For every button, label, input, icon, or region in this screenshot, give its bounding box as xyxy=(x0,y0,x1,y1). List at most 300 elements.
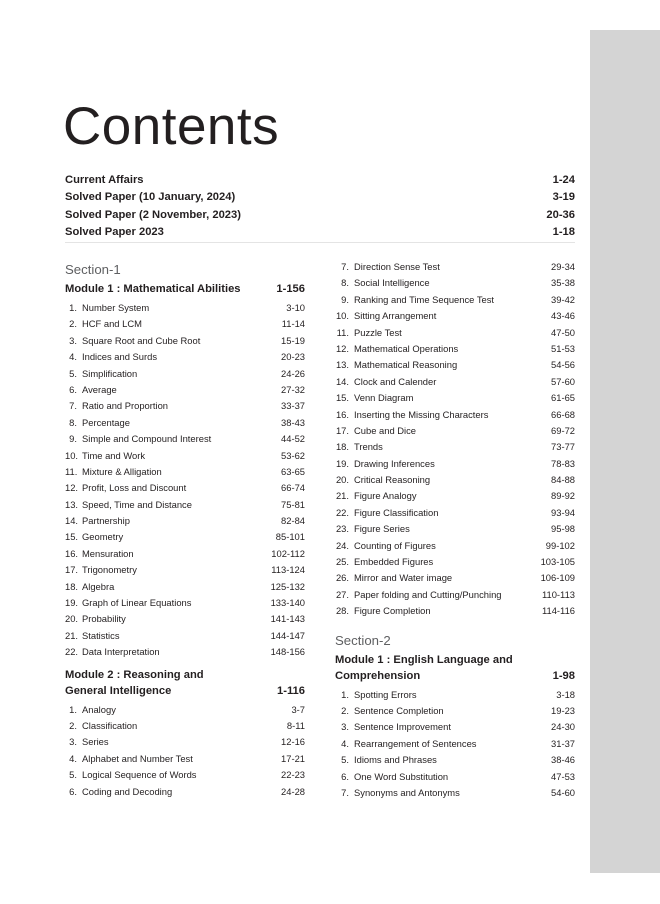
toc-item[interactable] xyxy=(335,407,575,423)
toc-item[interactable] xyxy=(65,751,305,767)
toc-item-number: 23. xyxy=(335,523,349,535)
toc-item-title xyxy=(335,538,436,554)
toc-item-number: 8. xyxy=(69,416,77,428)
toc-item-label: Coding and Decoding xyxy=(82,785,173,797)
toc-item-number: 24. xyxy=(335,539,349,551)
toc-item-label: Analogy xyxy=(82,703,116,715)
toc-item-title xyxy=(65,464,162,480)
divider xyxy=(65,242,575,243)
toc-item-label: HCF and LCM xyxy=(82,318,142,330)
toc-item-number: 22. xyxy=(335,506,349,518)
toc-item-pages: 35-38 xyxy=(551,277,575,289)
toc-item[interactable] xyxy=(335,488,575,504)
toc-item-number: 5. xyxy=(69,367,77,379)
toc-item[interactable] xyxy=(65,611,305,627)
toc-item[interactable] xyxy=(335,769,575,785)
toc-item-number: 7. xyxy=(341,261,349,272)
toc-item-label: Venn Diagram xyxy=(354,392,414,404)
toc-item-title xyxy=(335,687,417,703)
toc-item-number: 20. xyxy=(65,613,79,625)
toc-item[interactable] xyxy=(65,398,305,414)
toc-item[interactable] xyxy=(335,538,575,554)
right-column xyxy=(335,259,575,801)
toc-item[interactable] xyxy=(65,464,305,480)
toc-item-number: 14. xyxy=(65,515,79,527)
reasoning-topic-list xyxy=(65,702,305,800)
toc-item-label: Speed, Time and Distance xyxy=(82,498,192,510)
toc-item-title xyxy=(335,357,457,373)
toc-item[interactable] xyxy=(335,275,575,291)
toc-item-title xyxy=(335,719,451,735)
toc-item-number: 15. xyxy=(335,392,349,404)
section-2-heading: Section-2 xyxy=(335,632,391,648)
toc-item[interactable] xyxy=(65,333,305,349)
toc-item[interactable] xyxy=(65,448,305,464)
toc-item-pages: 114-116 xyxy=(541,605,575,617)
toc-item[interactable] xyxy=(335,292,575,308)
toc-item[interactable] xyxy=(335,259,575,275)
toc-item-title xyxy=(335,292,494,308)
toc-item-number: 19. xyxy=(335,457,349,469)
toc-item-title xyxy=(65,718,137,734)
toc-item-label: Figure Classification xyxy=(354,506,439,518)
toc-item-number: 9. xyxy=(69,433,77,445)
toc-item-label: Direction Sense Test xyxy=(354,261,440,272)
toc-item-number: 12. xyxy=(335,342,349,354)
toc-item-label: Synonyms and Antonyms xyxy=(354,786,460,798)
top-entry-label: Solved Paper 2023 xyxy=(65,225,164,238)
toc-item-number: 4. xyxy=(69,752,77,764)
toc-item-pages: 61-65 xyxy=(551,392,575,404)
toc-item[interactable] xyxy=(335,325,575,341)
toc-item-title xyxy=(65,628,120,644)
toc-item-title xyxy=(65,431,211,447)
toc-item-label: Simple and Compound Interest xyxy=(82,433,212,445)
toc-item[interactable] xyxy=(335,472,575,488)
toc-item[interactable] xyxy=(65,349,305,365)
reasoning-topic-list-continued xyxy=(335,259,575,620)
toc-item-pages: 31-37 xyxy=(551,737,575,749)
toc-item-title xyxy=(335,521,410,537)
toc-item-number: 5. xyxy=(69,769,77,781)
toc-item-title xyxy=(335,785,460,801)
toc-item-title xyxy=(335,259,440,275)
top-entry-pages: 1-24 xyxy=(552,174,575,186)
toc-item-number: 8. xyxy=(341,277,349,289)
top-entry-pages: 20-36 xyxy=(546,208,575,221)
toc-item-title xyxy=(65,702,116,718)
toc-item-pages: 57-60 xyxy=(551,375,575,387)
toc-item-title xyxy=(335,603,431,619)
toc-item-title xyxy=(335,407,488,423)
toc-item-pages: 66-68 xyxy=(551,408,575,420)
toc-item-number: 2. xyxy=(341,704,349,716)
toc-item-title xyxy=(335,325,402,341)
toc-item-pages: 11-14 xyxy=(281,318,305,330)
toc-item-label: Clock and Calender xyxy=(354,375,437,387)
toc-item-pages: 66-74 xyxy=(281,482,305,494)
section-1-heading: Section-1 xyxy=(65,262,121,277)
page-title: Contents xyxy=(63,97,280,156)
toc-item-label: Partnership xyxy=(82,515,130,527)
toc-item[interactable] xyxy=(65,366,305,382)
toc-item-title xyxy=(65,784,172,800)
toc-item-title xyxy=(335,505,438,521)
toc-item-title xyxy=(65,300,149,316)
toc-item-pages: 47-53 xyxy=(551,770,575,782)
toc-item[interactable] xyxy=(335,603,575,619)
module-title: Module 1 : Mathematical Abilities xyxy=(65,283,241,295)
toc-item-label: Puzzle Test xyxy=(354,326,402,338)
toc-item-pages: 85-101 xyxy=(275,531,305,543)
toc-item-pages: 38-46 xyxy=(551,754,575,766)
toc-item-pages: 95-98 xyxy=(551,523,575,535)
module-title-line: Module 2 : Reasoning and xyxy=(65,668,204,681)
toc-item-pages: 73-77 xyxy=(551,441,575,453)
top-entry[interactable] xyxy=(65,207,575,224)
toc-item-label: Mixture & Alligation xyxy=(82,465,162,477)
toc-item[interactable] xyxy=(65,316,305,332)
toc-item-number: 11. xyxy=(65,465,78,477)
toc-item-pages: 84-88 xyxy=(551,474,575,486)
toc-item-label: Cube and Dice xyxy=(354,424,417,436)
toc-item-pages: 75-81 xyxy=(281,498,305,510)
toc-item-label: Series xyxy=(82,736,109,748)
toc-item-title xyxy=(65,562,137,578)
toc-item-number: 6. xyxy=(69,785,77,797)
toc-item-title xyxy=(65,448,145,464)
module-heading[interactable] xyxy=(335,652,575,684)
toc-item-title xyxy=(65,751,193,767)
top-entry-label: Current Affairs xyxy=(65,174,144,186)
toc-item-number: 16. xyxy=(65,547,79,559)
toc-item-number: 13. xyxy=(65,498,79,510)
toc-item-pages: 93-94 xyxy=(551,506,575,518)
toc-item-number: 16. xyxy=(335,408,349,420)
toc-item-label: Geometry xyxy=(82,531,124,543)
toc-item-pages: 3-7 xyxy=(291,703,305,715)
toc-item-pages: 113-124 xyxy=(271,564,305,576)
toc-item-title xyxy=(65,398,168,414)
toc-item-pages: 133-140 xyxy=(270,597,305,609)
toc-item-pages: 51-53 xyxy=(551,342,575,354)
top-entry[interactable] xyxy=(65,224,575,241)
toc-item[interactable] xyxy=(65,562,305,578)
module-heading[interactable] xyxy=(65,667,305,699)
toc-item[interactable] xyxy=(65,628,305,644)
toc-item[interactable] xyxy=(65,546,305,562)
toc-item-title xyxy=(335,736,476,752)
toc-item[interactable] xyxy=(65,579,305,595)
top-entry[interactable] xyxy=(65,189,575,206)
toc-item-label: Mathematical Operations xyxy=(354,342,459,354)
toc-item[interactable] xyxy=(65,513,305,529)
toc-item-pages: 54-56 xyxy=(551,359,575,371)
toc-item[interactable] xyxy=(65,734,305,750)
toc-item-pages: 12-16 xyxy=(281,736,305,748)
toc-item[interactable] xyxy=(335,456,575,472)
toc-item-number: 6. xyxy=(341,770,349,782)
toc-item-label: Rearrangement of Sentences xyxy=(354,737,477,749)
toc-item[interactable] xyxy=(335,423,575,439)
toc-item-title xyxy=(335,308,436,324)
toc-item-number: 4. xyxy=(69,351,77,363)
toc-item-pages: 39-42 xyxy=(551,293,575,305)
toc-item-label: Simplification xyxy=(82,367,138,379)
toc-item[interactable] xyxy=(65,595,305,611)
toc-item-pages: 63-65 xyxy=(281,465,305,477)
toc-item-pages: 22-23 xyxy=(281,769,305,781)
toc-item-title xyxy=(335,570,452,586)
toc-item-number: 26. xyxy=(335,572,349,584)
toc-item[interactable] xyxy=(65,767,305,783)
toc-item[interactable] xyxy=(65,300,305,316)
module-title-line: General Intelligence xyxy=(65,684,172,697)
toc-item-title xyxy=(335,423,416,439)
toc-item-label: Statistics xyxy=(82,629,120,641)
module-title xyxy=(65,667,277,699)
toc-item-label: Sentence Improvement xyxy=(354,721,451,733)
toc-item-label: Inserting the Missing Characters xyxy=(354,408,489,420)
toc-item-title xyxy=(65,529,123,545)
toc-item-pages: 44-52 xyxy=(281,433,305,445)
toc-item-title xyxy=(65,595,191,611)
toc-item-pages: 24-28 xyxy=(281,785,305,797)
top-entry[interactable] xyxy=(65,172,575,189)
toc-item-label: Indices and Surds xyxy=(82,351,158,363)
top-entries xyxy=(65,172,575,241)
toc-item-number: 14. xyxy=(335,375,349,387)
toc-item-label: Critical Reasoning xyxy=(354,474,431,486)
toc-item-label: Probability xyxy=(82,613,126,625)
toc-item-label: Counting of Figures xyxy=(354,539,436,551)
toc-item-number: 17. xyxy=(335,424,349,436)
toc-item-title xyxy=(65,366,137,382)
toc-item-title xyxy=(335,554,433,570)
toc-item-label: Social Intelligence xyxy=(354,277,430,289)
toc-item-number: 21. xyxy=(335,490,349,502)
toc-item-number: 10. xyxy=(65,449,79,461)
toc-item-title xyxy=(65,480,186,496)
toc-item-title xyxy=(65,497,192,513)
toc-item[interactable] xyxy=(335,439,575,455)
toc-item-number: 22. xyxy=(65,646,79,658)
toc-item-title xyxy=(335,488,417,504)
toc-item-number: 3. xyxy=(341,721,349,733)
top-entry-label: Solved Paper (10 January, 2024) xyxy=(65,191,236,204)
toc-item-label: Time and Work xyxy=(82,449,146,461)
toc-item-title xyxy=(335,472,430,488)
toc-item-number: 17. xyxy=(65,564,79,576)
toc-item[interactable] xyxy=(335,390,575,406)
toc-item-label: Drawing Inferences xyxy=(354,457,435,469)
toc-item-title xyxy=(335,587,502,603)
toc-item-title xyxy=(335,374,436,390)
module-title xyxy=(335,652,553,684)
toc-item-pages: 24-30 xyxy=(551,721,575,733)
toc-item[interactable] xyxy=(65,480,305,496)
toc-item-number: 19. xyxy=(65,597,79,609)
toc-item-label: Mathematical Reasoning xyxy=(354,359,458,371)
toc-item[interactable] xyxy=(65,529,305,545)
toc-item[interactable] xyxy=(65,644,305,660)
math-topic-list xyxy=(65,300,305,661)
toc-item-label: Trends xyxy=(354,441,383,453)
toc-item-label: Idioms and Phrases xyxy=(354,754,437,766)
toc-item[interactable] xyxy=(335,587,575,603)
top-entry-pages: 3-19 xyxy=(552,191,575,204)
toc-item-title xyxy=(65,644,160,660)
toc-item-number: 5. xyxy=(341,754,349,766)
toc-item-label: Mensuration xyxy=(82,547,134,559)
toc-item[interactable] xyxy=(335,570,575,586)
toc-item-pages: 33-37 xyxy=(281,400,305,412)
toc-item-pages: 20-23 xyxy=(281,351,305,363)
toc-item-pages: 38-43 xyxy=(281,416,305,428)
toc-item-title xyxy=(65,546,134,562)
page-edge-margin xyxy=(590,30,660,873)
toc-item-number: 3. xyxy=(69,736,77,748)
toc-item-pages: 82-84 xyxy=(281,515,305,527)
toc-item-number: 7. xyxy=(69,400,77,412)
toc-item-label: Number System xyxy=(82,302,150,313)
toc-item-number: 18. xyxy=(335,441,349,453)
toc-item-label: Data Interpretation xyxy=(82,646,160,658)
toc-item-number: 18. xyxy=(65,580,79,592)
toc-item-label: Sitting Arrangement xyxy=(354,310,437,322)
toc-item-title xyxy=(65,415,130,431)
toc-item-number: 27. xyxy=(335,588,349,600)
toc-item-label: Figure Analogy xyxy=(354,490,417,502)
toc-item-title xyxy=(65,734,109,750)
toc-item-title xyxy=(335,341,458,357)
toc-item-title xyxy=(65,579,114,595)
toc-item-label: One Word Substitution xyxy=(354,770,449,782)
toc-item-label: Spotting Errors xyxy=(354,688,417,700)
toc-item-label: Square Root and Cube Root xyxy=(82,334,201,346)
toc-item[interactable] xyxy=(65,415,305,431)
toc-item[interactable] xyxy=(65,497,305,513)
toc-item-number: 7. xyxy=(341,786,349,798)
toc-item[interactable] xyxy=(335,554,575,570)
toc-item-title xyxy=(335,703,444,719)
toc-item-title xyxy=(65,333,200,349)
toc-item-label: Profit, Loss and Discount xyxy=(82,482,187,494)
toc-item-number: 21. xyxy=(65,629,79,641)
toc-item-label: Classification xyxy=(82,719,138,731)
toc-item[interactable] xyxy=(335,505,575,521)
toc-item[interactable] xyxy=(65,702,305,718)
toc-item-number: 1. xyxy=(341,688,349,700)
toc-item[interactable] xyxy=(335,308,575,324)
toc-item-number: 12. xyxy=(65,482,79,494)
toc-item-title xyxy=(65,382,117,398)
toc-item-pages: 3-10 xyxy=(286,302,305,313)
toc-item-number: 25. xyxy=(335,556,349,568)
module-pages: 1-156 xyxy=(276,283,305,295)
toc-item-pages: 29-34 xyxy=(551,261,575,272)
toc-item-title xyxy=(335,456,435,472)
toc-item[interactable] xyxy=(335,719,575,735)
toc-item[interactable] xyxy=(335,374,575,390)
toc-item-number: 11. xyxy=(336,326,349,338)
toc-item[interactable] xyxy=(335,521,575,537)
toc-item-label: Sentence Completion xyxy=(354,704,444,716)
toc-item[interactable] xyxy=(335,341,575,357)
top-entry-label: Solved Paper (2 November, 2023) xyxy=(65,208,241,221)
toc-item-number: 10. xyxy=(335,310,349,322)
toc-item-pages: 3-18 xyxy=(556,688,575,700)
toc-item-label: Graph of Linear Equations xyxy=(82,597,192,609)
toc-item-title xyxy=(335,769,448,785)
toc-item-label: Paper folding and Cutting/Punching xyxy=(354,588,502,600)
toc-item-label: Trigonometry xyxy=(82,564,137,576)
toc-item-number: 15. xyxy=(65,531,79,543)
english-topic-list xyxy=(335,687,575,802)
toc-item-label: Average xyxy=(82,383,117,395)
toc-item[interactable] xyxy=(65,431,305,447)
toc-item-title xyxy=(65,513,130,529)
toc-item-pages: 148-156 xyxy=(270,646,305,658)
top-entry-pages: 1-18 xyxy=(552,225,575,238)
toc-item-label: Ranking and Time Sequence Test xyxy=(354,293,495,305)
toc-item-pages: 53-62 xyxy=(281,449,305,461)
module-title-line: Module 1 : English Language and xyxy=(335,653,513,666)
toc-item-label: Alphabet and Number Test xyxy=(82,752,193,764)
toc-item-pages: 144-147 xyxy=(270,629,305,641)
toc-item-pages: 106-109 xyxy=(540,572,575,584)
left-column xyxy=(65,259,305,800)
toc-item[interactable] xyxy=(65,784,305,800)
toc-item-pages: 99-102 xyxy=(545,539,575,551)
toc-item-pages: 78-83 xyxy=(551,457,575,469)
toc-item-pages: 15-19 xyxy=(281,334,305,346)
toc-item-label: Mirror and Water image xyxy=(354,572,453,584)
toc-item-title xyxy=(335,275,430,291)
toc-item-label: Logical Sequence of Words xyxy=(82,769,197,781)
toc-item-number: 3. xyxy=(69,334,77,346)
toc-item-label: Figure Completion xyxy=(354,605,431,617)
toc-item-pages: 8-11 xyxy=(286,719,305,731)
toc-item-label: Percentage xyxy=(82,416,130,428)
toc-item-pages: 47-50 xyxy=(551,326,575,338)
toc-item[interactable] xyxy=(335,736,575,752)
toc-item-pages: 125-132 xyxy=(270,580,305,592)
toc-item-label: Ratio and Proportion xyxy=(82,400,168,412)
toc-item-title xyxy=(335,752,437,768)
toc-item-title xyxy=(65,767,196,783)
toc-item-number: 2. xyxy=(69,719,77,731)
module-pages: 1-116 xyxy=(277,684,305,697)
module-heading[interactable] xyxy=(65,281,305,297)
toc-item[interactable] xyxy=(335,687,575,703)
toc-item-title xyxy=(65,349,157,365)
toc-item-label: Embedded Figures xyxy=(354,556,434,568)
toc-item-pages: 102-112 xyxy=(271,547,305,559)
toc-item[interactable] xyxy=(335,752,575,768)
module-pages: 1-98 xyxy=(552,669,575,682)
toc-item-title xyxy=(65,316,142,332)
toc-item[interactable] xyxy=(65,718,305,734)
toc-item-pages: 110-113 xyxy=(541,588,575,600)
toc-item-label: Algebra xyxy=(82,580,115,592)
toc-item[interactable] xyxy=(335,357,575,373)
toc-item-number: 9. xyxy=(341,293,349,305)
toc-item[interactable] xyxy=(65,382,305,398)
toc-item[interactable] xyxy=(335,703,575,719)
toc-item[interactable] xyxy=(335,785,575,801)
toc-item-pages: 19-23 xyxy=(551,704,575,716)
